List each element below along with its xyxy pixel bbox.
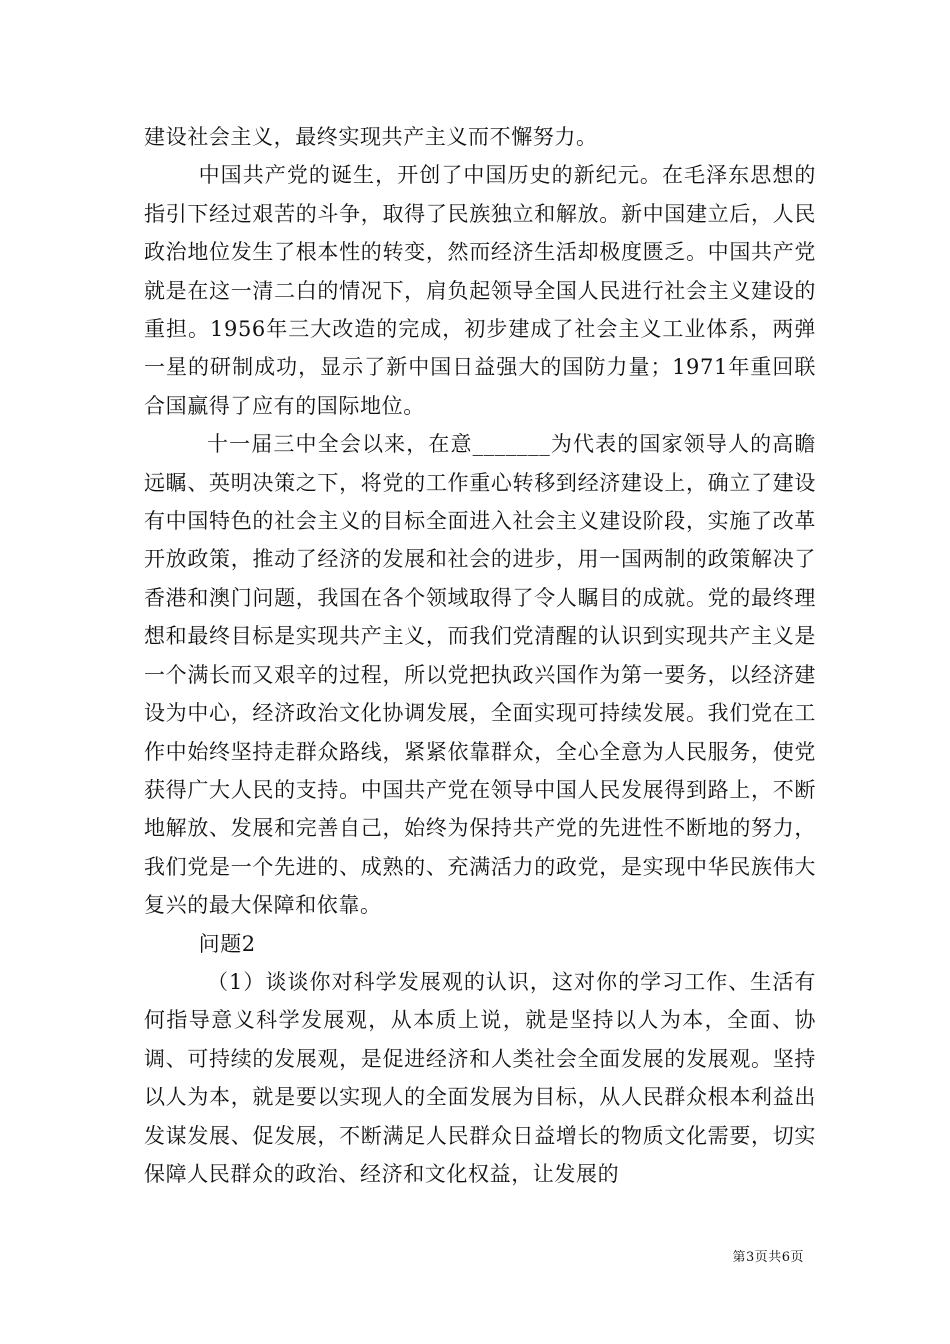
page-number: 第3页共6页 (732, 1250, 804, 1265)
paragraph-3: 十一届三中全会以来，在意_______为代表的国家领导人的高瞻远瞩、英明决策之下，将党的工作重心转移到经济建设上，确立了建设有中国特色的社会主义的目标全面进入社会主义建设阶段，实施了改革开放政策，推动了经济的发展和社会的进步，用一国两制的政策解决了香港和澳门问题，我国在各个领域取得了令人瞩目的成就。党的最终理想和最终目标是实现共产主义，而我们党清醒的认识到实现共产主义是一个满长而又艰辛的过程，所以党把执政兴国作为第一要务，以经济建设为中心，经济政治文化协调发展，全面实现可持续发展。我们党在工作中始终坚持走群众路线，紧紧依靠群众，全心全意为人民服务，使党获得广大人民的支持。中国共产党在领导中国人民发展得到路上，不断地解放、发展和完善自己，始终为保持共产党的先进性不断地的努力，我们党是一个先进的、成熟的、充满活力的政党，是实现中华民族伟大复兴的最大保障和依靠。 (144, 432, 816, 918)
paragraph-1: 建设社会主义，最终实现共产主义而不懈努力。 (144, 125, 598, 149)
section-heading-question-2: 问题2 (198, 931, 256, 956)
paragraph-4: （1）谈谈你对科学发展观的认识，这对你的学习工作、生活有何指导意义科学发展观，从本质上说，就是坚持以人为本，全面、协调、可持续的发展观，是促进经济和人类社会全面发展的发展观。坚持以人为本，就是要以实现人的全面发展为目标，从人民群众根本利益出发谋发展、促发展，不断满足人民群众日益增长的物质文化需要，切实保障人民群众的政治、经济和文化权益，让发展的 (144, 969, 816, 1186)
document-body (144, 118, 816, 1193)
paragraph-2: 中国共产党的诞生，开创了中国历史的新纪元。在毛泽东思想的指引下经过艰苦的斗争，取得了民族独立和解放。新中国建立后，人民政治地位发生了根本性的转变，然而经济生活却极度匮乏。中国共产党就是在这一清二白的情况下，肩负起领导全国人民进行社会主义建设的重担。1956年三大改造的完成，初步建成了社会主义工业体系，两弹一星的研制成功，显示了新中国日益强大的国防力量；1971年重回联合国赢得了应有的国际地位。 (144, 163, 816, 418)
